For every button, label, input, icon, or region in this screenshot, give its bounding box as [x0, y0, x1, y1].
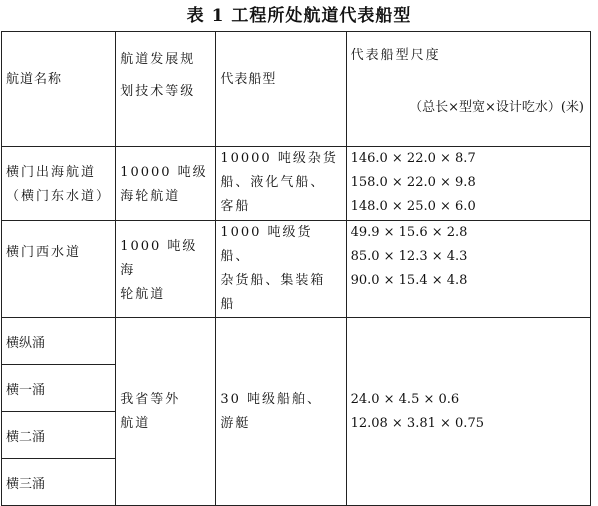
ship-type-line1: 1000 吨级货船、: [220, 225, 313, 264]
grade-line2: 轮航道: [120, 287, 166, 302]
header-dimensions-line2: （总长×型宽×设计吃水）(米): [409, 100, 584, 115]
grade-line2: 海轮航道: [120, 189, 181, 204]
grade-line1: 我省等外: [120, 391, 181, 407]
header-ship-type-text: 代表船型: [220, 72, 277, 87]
header-grade: [116, 32, 216, 147]
dimensions-cell: [346, 147, 590, 221]
grade-line1: 10000 吨级: [120, 165, 208, 180]
canal-name: 横二涌: [6, 430, 46, 445]
channel-name-cell: [2, 318, 116, 365]
ship-type-line2: 杂货船、集装箱: [220, 273, 326, 288]
header-grade-line2: 划技术等级: [120, 84, 196, 99]
ship-type-cell: [216, 318, 346, 506]
channel-name-line1: 横门西水道: [6, 245, 82, 260]
dimension-value: 148.0 × 25.0 × 6.0: [350, 199, 476, 214]
header-grade-text: [120, 32, 211, 108]
table-row: [2, 221, 591, 318]
dimension-value: 158.0 × 22.0 × 9.8: [350, 175, 476, 190]
channel-name-cell: [2, 147, 116, 221]
channel-name-cell: [2, 221, 116, 318]
channel-name-cell: [2, 412, 116, 459]
dimension-value: 85.0 × 12.3 × 4.3: [350, 249, 468, 264]
channel-name-line1: 横门出海航道: [6, 165, 97, 180]
canal-name: 横三涌: [6, 477, 46, 492]
dimension-value: 146.0 × 22.0 × 8.7: [350, 151, 476, 166]
header-channel-name-text: 航道名称: [6, 72, 63, 87]
header-grade-line1: 航道发展规: [120, 52, 196, 67]
dimension-value: 12.08 × 3.81 × 0.75: [350, 415, 484, 431]
header-channel-name: [2, 32, 116, 147]
ship-type-table: [1, 31, 591, 506]
canal-name: 横纵涌: [6, 336, 46, 351]
ship-type-line1: 30 吨级船舶、: [220, 391, 323, 407]
dimensions-cell: [346, 221, 590, 318]
grade-line1: 1000 吨级海: [120, 239, 198, 278]
header-dimensions: [346, 32, 590, 147]
table-row: [2, 147, 591, 221]
ship-type-line1: 10000 吨级杂货: [220, 151, 338, 166]
ship-type-cell: [216, 221, 346, 318]
grade-line2: 航道: [120, 415, 151, 431]
grade-cell: [116, 221, 216, 318]
channel-name-cell: [2, 459, 116, 506]
grade-cell: [116, 318, 216, 506]
ship-type-line2: 船、液化气船、: [220, 175, 326, 190]
table-title: 表 1 工程所处航道代表船型: [186, 6, 412, 26]
channel-name-cell: [2, 365, 116, 412]
grade-cell: [116, 147, 216, 221]
dimension-value: 24.0 × 4.5 × 0.6: [350, 391, 460, 407]
table-row: [2, 318, 591, 365]
header-row: [2, 32, 591, 147]
dimensions-cell: [346, 318, 590, 506]
dimension-value: 49.9 × 15.6 × 2.8: [350, 225, 468, 240]
ship-type-line3: 客船: [220, 199, 251, 214]
channel-name-line2: （横门东水道）: [6, 189, 112, 204]
dimension-value: 90.0 × 15.4 × 4.8: [350, 273, 468, 288]
ship-type-cell: [216, 147, 346, 221]
ship-type-line3: 船: [220, 297, 236, 312]
canal-name: 横一涌: [6, 383, 46, 398]
header-ship-type: [216, 32, 346, 147]
header-dimensions-line1: 代表船型尺度: [350, 48, 441, 63]
ship-type-line2: 游艇: [220, 415, 251, 431]
